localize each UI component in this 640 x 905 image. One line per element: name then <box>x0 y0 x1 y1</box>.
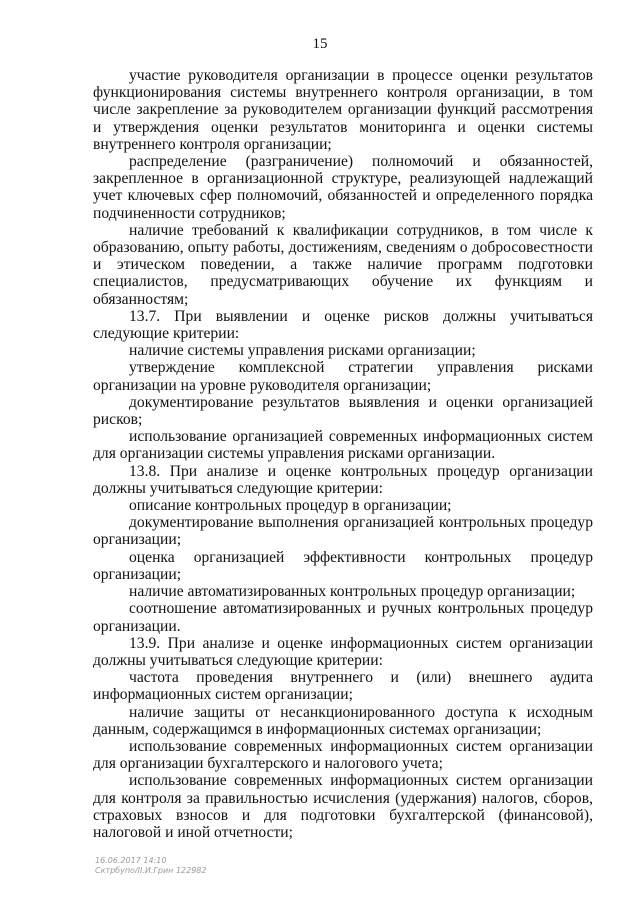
registration-stamp <box>95 856 206 876</box>
paragraph: документирование результатов выявления и оценки организацией рисков; <box>93 393 593 429</box>
document-body <box>93 67 593 841</box>
section-heading-13-7: 13.7. При выявлении и оценке рисков должны учитываться следующие критерии: <box>93 307 593 343</box>
paragraph: описание контрольных процедур в организации; <box>129 497 452 515</box>
paragraph: использование современных информационных систем организации для контроля за правильностью исчисления (удержания) налогов, сборов, страховых взносов и для подготовки бухгалтерской (финансовой), налоговой и иной отчетности; <box>93 772 593 841</box>
paragraph: наличие системы управления рисками организации; <box>129 342 476 360</box>
paragraph: наличие защиты от несанкционированного доступа к исходным данным, содержащимся в информационных системах организации; <box>93 703 593 738</box>
paragraph: частота проведения внутреннего и (или) внешнего аудита информационных систем организации; <box>93 669 593 704</box>
page-number: 15 <box>312 36 328 52</box>
paragraph: использование организацией современных информационных систем для организации системы управления рисками организации. <box>93 428 593 463</box>
section-heading-13-8: 13.8. При анализе и оценке контрольных процедур организации должны учитываться следующие критерии: <box>93 462 593 497</box>
stamp-date: 16.06.2017 14:10 <box>95 856 167 865</box>
stamp-code: Сктрбупо/II.И.Грин 122982 <box>95 866 207 875</box>
paragraph: утверждение комплексной стратегии управления рисками организации на уровне руководителя организации; <box>93 359 593 394</box>
paragraph: соотношение автоматизированных и ручных контрольных процедур организации. <box>93 600 593 635</box>
section-heading-13-9: 13.9. При анализе и оценке информационных систем организации должны учитываться следующие критерии: <box>93 634 593 669</box>
paragraph: документирование выполнения организацией контрольных процедур организации; <box>93 514 593 549</box>
paragraph: распределение (разграничение) полномочий и обязанностей, закрепленное в организационной структуре, реализующей надлежащий учет ключевых сфер полномочий, обязанностей и определенного порядка подчиненности сотрудников; <box>93 153 593 222</box>
paragraph: наличие автоматизированных контрольных процедур организации; <box>129 583 576 601</box>
paragraph: участие руководителя организации в процессе оценки результатов функционирования системы внутреннего контроля организации, в том числе закрепление за руководителем организации функций рассмотрения и утверждения оценки результатов мониторинга и оценки системы внутреннего контроля организации; <box>93 67 593 153</box>
paragraph: оценка организацией эффективности контрольных процедур организации; <box>93 548 593 583</box>
paragraph: использование современных информационных систем организации для организации бухгалтерского и налогового учета; <box>93 737 593 773</box>
paragraph: наличие требований к квалификации сотрудников, в том числе к образованию, опыту работы, достижениям, сведениям о добросовестности и этическом поведении, а также наличие программ подготовки специалистов, предусматривающих обучение их функциям и обязанностям; <box>93 221 593 308</box>
